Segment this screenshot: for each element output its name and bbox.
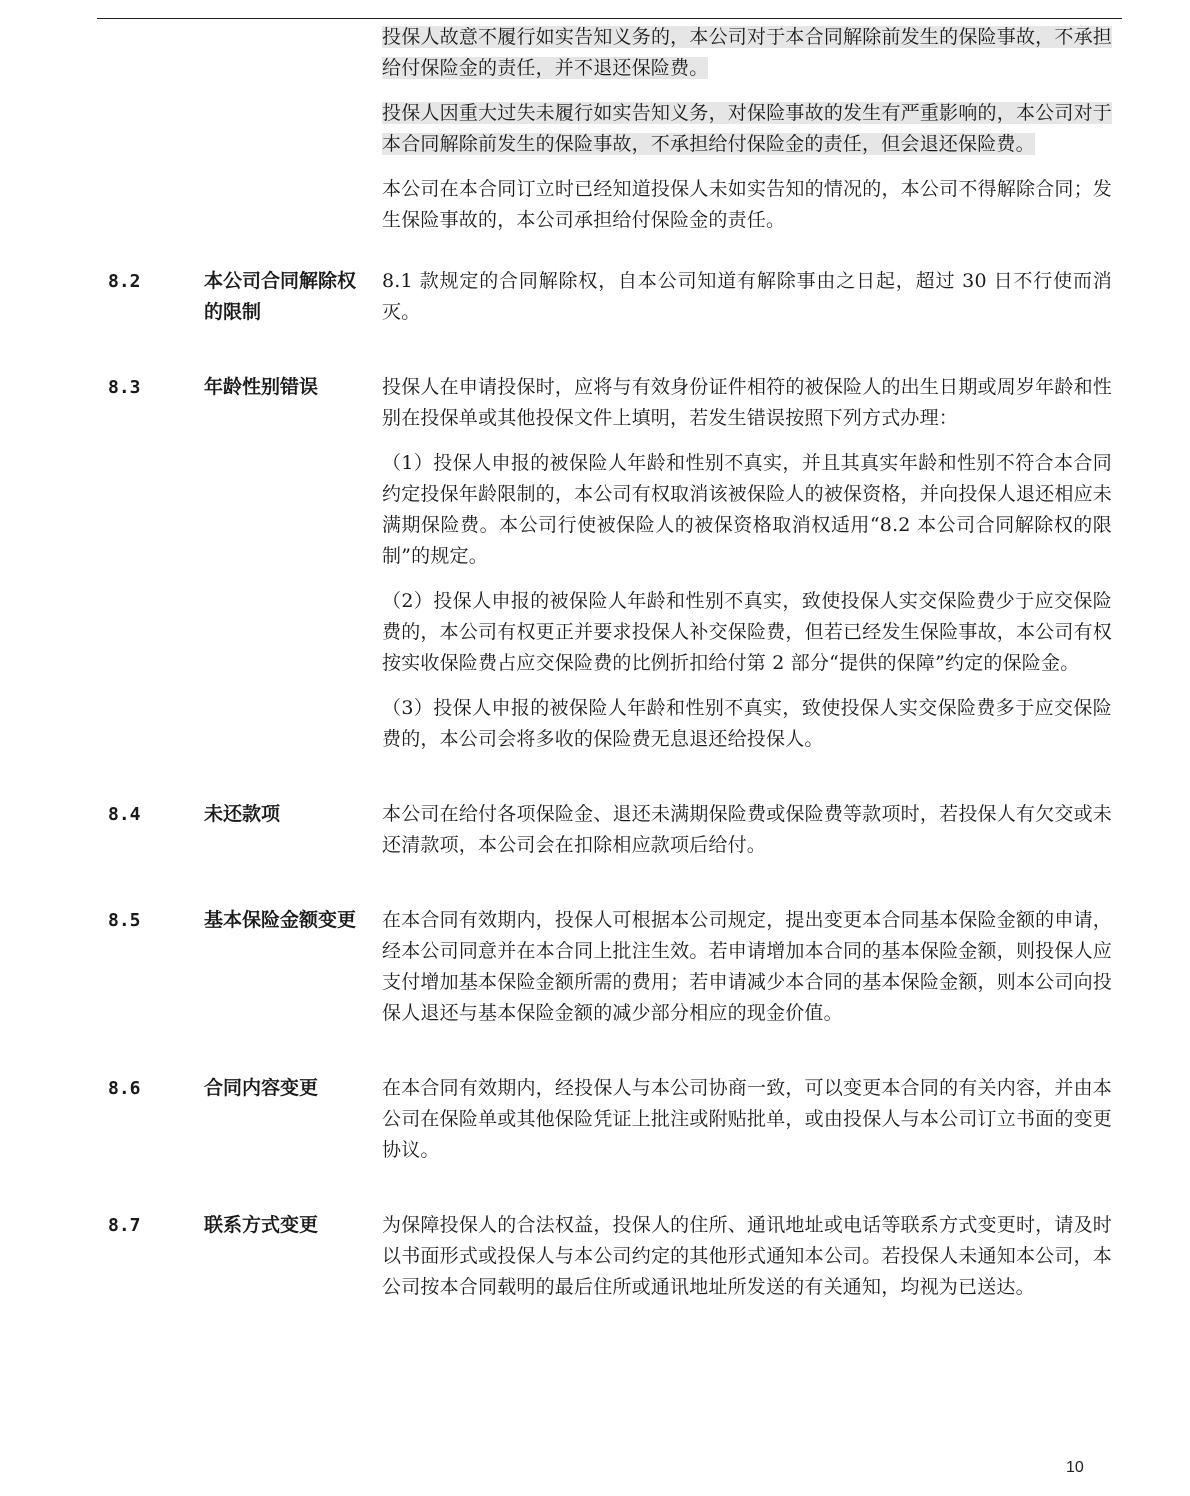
- section-8-5: [0, 905, 1190, 1043]
- page-number: 10: [1066, 1459, 1084, 1476]
- section-body: [382, 372, 1112, 769]
- section-paragraph: 8.1 款规定的合同解除权，自本公司知道有解除事由之日起，超过 30 日不行使而消灭。: [382, 270, 1112, 323]
- section-body: [382, 905, 1112, 1043]
- section-paragraph: 本公司在给付各项保险金、退还未满期保险费或保险费等款项时，若投保人有欠交或未还清款项，本公司会在扣除相应款项后给付。: [382, 803, 1112, 856]
- section-8-2: [0, 266, 1190, 342]
- section-number: 8.5: [108, 910, 141, 931]
- top-rule: [97, 18, 1122, 19]
- section-number: 8.4: [108, 804, 141, 825]
- section-number: 8.6: [108, 1078, 141, 1099]
- section-paragraph: （3）投保人申报的被保险人年龄和性别不真实，致使投保人实交保险费多于应交保险费的，本公司会将多收的保险费无息退还给投保人。: [382, 697, 1112, 750]
- section-paragraph: （1）投保人申报的被保险人年龄和性别不真实，并且其真实年龄和性别不符合本合同约定投保年龄限制的，本公司有权取消该被保险人的被保资格，并向投保人退还相应未满期保险费。本公司行使被保险人的被保资格取消权适用“8.2 本公司合同解除权的限制”的规定。: [382, 452, 1112, 567]
- section-number: 8.7: [108, 1215, 141, 1236]
- section-8-6: [0, 1073, 1190, 1180]
- section-body: [382, 799, 1112, 875]
- highlighted-text: 投保人因重大过失未履行如实告知义务，对保险事故的发生有严重影响的，本公司对于本合同解除前发生的保险事故，不承担给付保险金的责任，但会退还保险费。: [382, 102, 1112, 155]
- section-number: 8.3: [108, 377, 141, 398]
- section-number: 8.2: [108, 271, 141, 292]
- section-paragraph: 在本合同有效期内，经投保人与本公司协商一致，可以变更本合同的有关内容，并由本公司在保险单或其他保险凭证上批注或附贴批单，或由投保人与本公司订立书面的变更协议。: [382, 1077, 1112, 1161]
- section-title: 基本保险金额变更: [204, 909, 357, 931]
- section-paragraph: 为保障投保人的合法权益，投保人的住所、通讯地址或电话等联系方式变更时，请及时以书面形式或投保人与本公司约定的其他形式通知本公司。若投保人未通知本公司，本公司按本合同载明的最后住所或通讯地址所发送的有关通知，均视为已送达。: [382, 1214, 1112, 1298]
- section-body: [382, 266, 1112, 342]
- section-body: [382, 1073, 1112, 1180]
- section-body: [382, 1210, 1112, 1317]
- section-8-3: [0, 372, 1190, 769]
- section-title: 本公司合同解除权的限制: [204, 270, 357, 323]
- intro-paragraph-3: [382, 174, 1112, 236]
- section-paragraph: （2）投保人申报的被保险人年龄和性别不真实，致使投保人实交保险费少于应交保险费的，本公司有权更正并要求投保人补交保险费，但若已经发生保险事故，本公司有权按实收保险费占应交保险费的比例折扣给付第 2 部分“提供的保障”约定的保险金。: [382, 590, 1112, 674]
- section-paragraph: 投保人在申请投保时，应将与有效身份证件相符的被保险人的出生日期或周岁年龄和性别在投保单或其他投保文件上填明，若发生错误按照下列方式办理：: [382, 376, 1112, 429]
- section-title: 未还款项: [204, 803, 281, 825]
- section-title: 年龄性别错误: [204, 376, 319, 398]
- document-page: [0, 22, 1190, 1317]
- highlighted-text: 投保人故意不履行如实告知义务的，本公司对于本合同解除前发生的保险事故，不承担给付保险金的责任，并不退还保险费。: [382, 26, 1112, 79]
- paragraph-text: 本公司在本合同订立时已经知道投保人未如实告知的情况的，本公司不得解除合同；发生保险事故的，本公司承担给付保险金的责任。: [382, 178, 1112, 231]
- section-title: 联系方式变更: [204, 1214, 319, 1236]
- intro-paragraph-1: [382, 22, 1112, 84]
- intro-paragraph-2: [382, 98, 1112, 160]
- section-title: 合同内容变更: [204, 1077, 319, 1099]
- intro-block: [382, 22, 1112, 236]
- section-8-7: [0, 1210, 1190, 1317]
- section-paragraph: 在本合同有效期内，投保人可根据本公司规定，提出变更本合同基本保险金额的申请，经本公司同意并在本合同上批注生效。若申请增加本合同的基本保险金额，则投保人应支付增加基本保险金额所需的费用；若申请减少本合同的基本保险金额，则本公司向投保人退还与基本保险金额的减少部分相应的现金价值。: [382, 909, 1112, 1024]
- section-8-4: [0, 799, 1190, 875]
